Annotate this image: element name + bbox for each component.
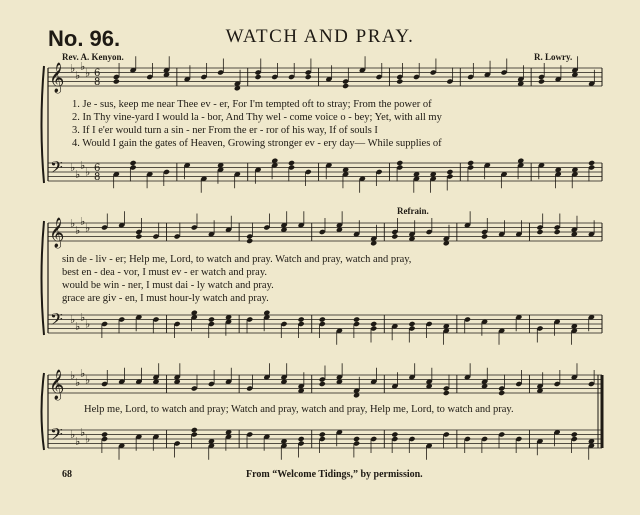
note-head — [443, 390, 450, 396]
note-head — [298, 316, 305, 322]
time-signature-top: 6 — [94, 163, 101, 174]
verse-4-line: 4. Would I gain the gates of Heaven, Growing stronger ev - ery day— While supplies of — [72, 138, 442, 149]
verse-2-line: 2. In Thy vine-yard I would la - bor, And Thy wel - come voice o - bey; Yet, with all my — [72, 112, 442, 123]
bass-clef-icon: 𝄢 — [50, 157, 63, 181]
refrain-label: Refrain. — [397, 206, 429, 216]
hymn-title: WATCH AND PRAY. — [225, 26, 415, 47]
flat-icon: ♭ — [75, 223, 81, 237]
time-signature-bottom: 8 — [94, 77, 101, 88]
flat-icon: ♭ — [85, 66, 91, 80]
flat-icon: ♭ — [75, 434, 81, 448]
author-credit: Rev. A. Kenyon. — [62, 52, 124, 62]
system-brace — [42, 66, 45, 183]
note-head — [408, 321, 415, 327]
hymn-number: No. 96. — [48, 26, 121, 51]
flat-icon: ♭ — [80, 59, 86, 73]
note-head — [246, 238, 253, 244]
flat-icon: ♭ — [70, 428, 76, 441]
system-brace — [42, 221, 45, 335]
note-head — [254, 74, 261, 80]
bass-clef-icon: 𝄢 — [50, 424, 63, 448]
page-number: 68 — [62, 469, 72, 480]
note-head — [288, 160, 295, 166]
note-head — [391, 233, 398, 239]
flat-icon: ♭ — [80, 310, 86, 324]
treble-clef-icon: 𝄞 — [49, 218, 65, 248]
note-head — [554, 229, 561, 235]
note-head — [101, 431, 108, 437]
verse-1-refrain-line: sin de - liv - er; Help me, Lord, to watch and pray. Watch and pray, watch and pray, — [62, 254, 412, 265]
flat-icon: ♭ — [85, 317, 91, 331]
system-brace — [42, 373, 45, 450]
note-head — [498, 390, 505, 396]
note-head — [481, 233, 488, 239]
flat-icon: ♭ — [80, 214, 86, 228]
flat-icon: ♭ — [80, 366, 86, 380]
bass-clef-icon: 𝄢 — [50, 309, 63, 333]
note-head — [538, 78, 545, 84]
refrain-lyric-line: Help me, Lord, to watch and pray; Watch and pray, watch and pray, Help me, Lord, to watch and pray. — [84, 404, 514, 415]
flat-icon: ♭ — [70, 217, 76, 230]
note-head — [391, 431, 398, 437]
flat-icon: ♭ — [70, 313, 76, 326]
note-head — [135, 233, 142, 239]
flat-icon: ♭ — [85, 221, 91, 235]
note-head — [536, 229, 543, 235]
flat-icon: ♭ — [85, 432, 91, 446]
flat-icon: ♭ — [70, 369, 76, 382]
flat-icon: ♭ — [80, 425, 86, 439]
note-head — [208, 316, 215, 322]
note-head — [396, 160, 403, 166]
flat-icon: ♭ — [75, 68, 81, 82]
treble-clef-icon: 𝄞 — [49, 63, 65, 93]
verse-2-refrain-line: best en - dea - vor, I must ev - er watch and pray. — [62, 267, 268, 278]
note-head — [305, 74, 312, 80]
time-signature-top: 6 — [94, 68, 101, 79]
verse-3-line: 3. If I e'er would turn a sin - ner From the er - ror of his way, If of souls I — [72, 125, 378, 136]
verse-4-refrain-line: grace are giv - en, I must hour-ly watch and pray. — [62, 293, 269, 304]
flat-icon: ♭ — [75, 319, 81, 333]
note-head — [370, 321, 377, 327]
treble-clef-icon: 𝄞 — [49, 370, 65, 400]
flat-icon: ♭ — [75, 167, 81, 181]
note-head — [588, 160, 595, 166]
note-head — [129, 160, 136, 166]
note-head — [353, 436, 360, 442]
source-credit: From “Welcome Tidings,” by permission. — [246, 469, 423, 480]
note-head — [113, 78, 120, 84]
flat-icon: ♭ — [70, 62, 76, 75]
time-signature-bottom: 8 — [94, 172, 101, 183]
flat-icon: ♭ — [75, 375, 81, 389]
note-head — [191, 427, 198, 433]
flat-icon: ♭ — [85, 373, 91, 387]
composer-credit: R. Lowry. — [534, 52, 573, 62]
note-head — [342, 83, 349, 89]
note-head — [467, 160, 474, 166]
note-head — [319, 381, 326, 387]
flat-icon: ♭ — [70, 161, 76, 174]
note-head — [446, 169, 453, 175]
note-head — [353, 316, 360, 322]
flat-icon: ♭ — [80, 158, 86, 172]
verse-3-refrain-line: would be win - ner, I must dai - ly watch and pray. — [62, 280, 274, 291]
note-head — [319, 316, 326, 322]
note-head — [396, 78, 403, 84]
note-head — [298, 436, 305, 442]
flat-icon: ♭ — [85, 165, 91, 179]
verse-1-line: 1. Je - sus, keep me near Thee ev - er, For I'm tempted oft to stray; From the power of — [72, 99, 432, 110]
note-head — [571, 431, 578, 437]
note-head — [319, 431, 326, 437]
